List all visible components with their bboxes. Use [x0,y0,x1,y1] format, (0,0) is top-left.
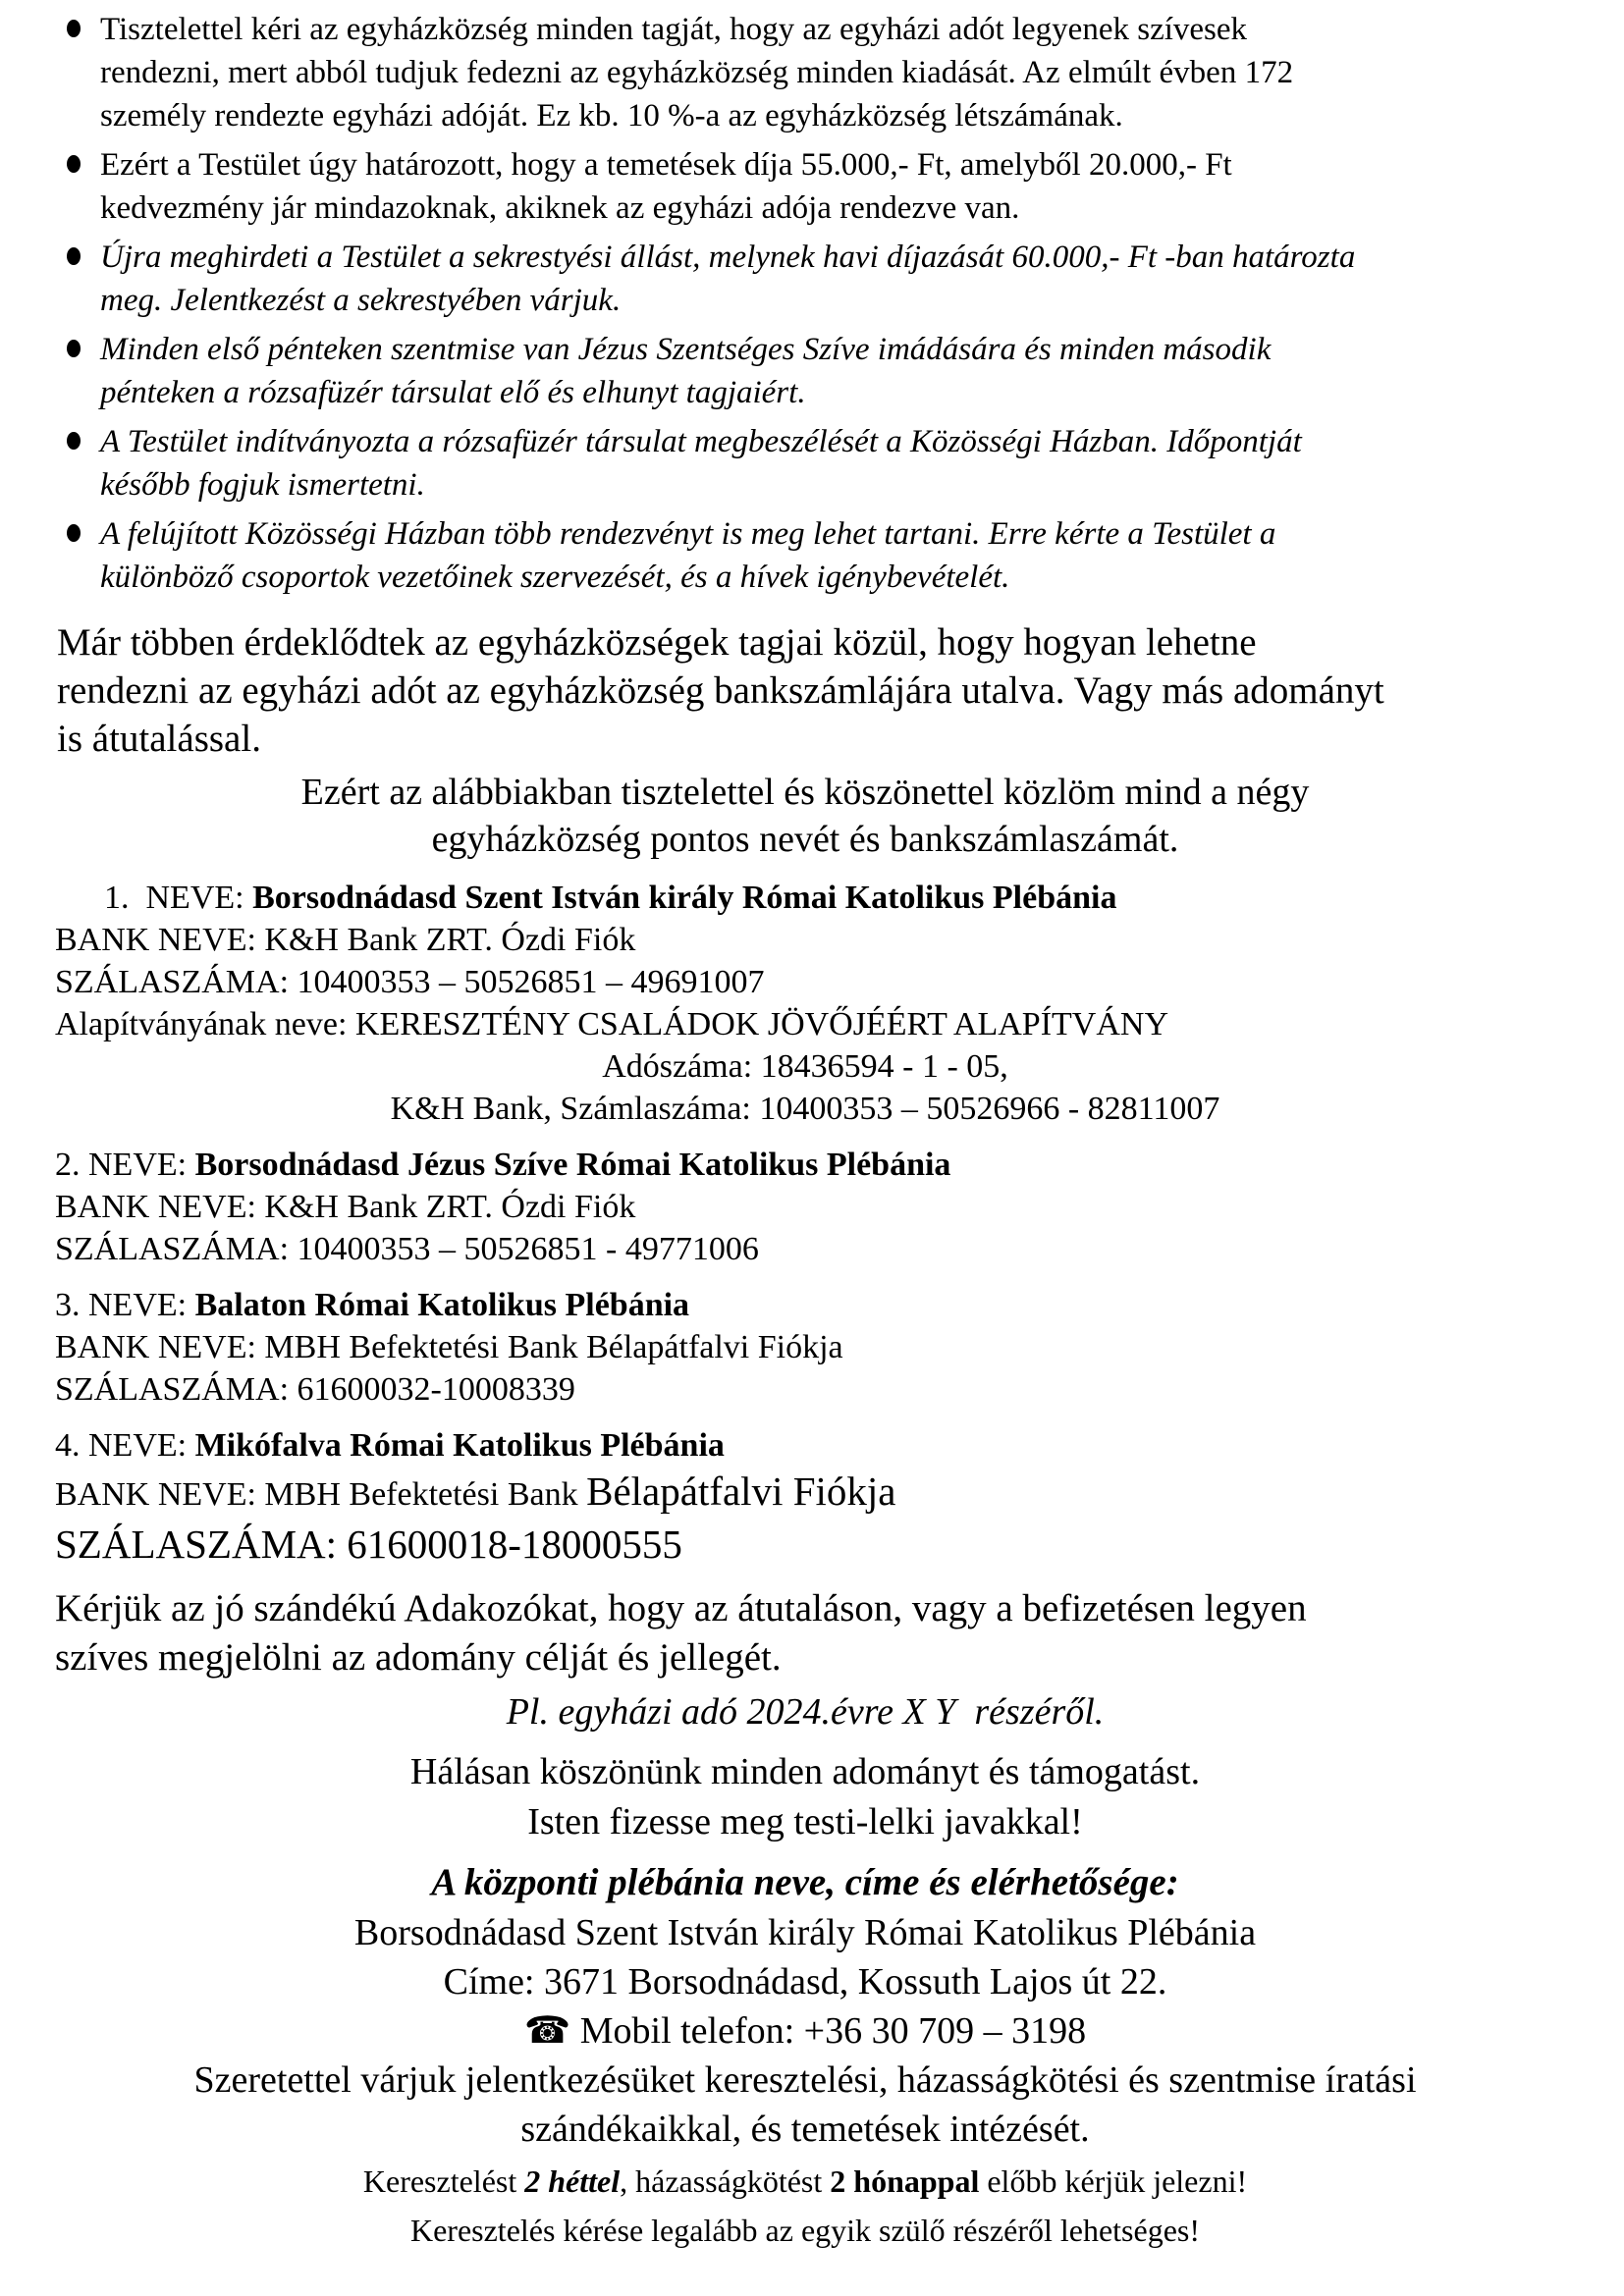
text-line: rendezni, mert abból tudjuk fedezni az egyházközség minden kiadását. Az elmúlt évben 172 [100,55,1294,90]
parish-name-line [55,877,1555,919]
announcement-item [65,236,1555,322]
parish-name: Mikófalva Római Katolikus Plébánia [194,1427,725,1464]
notice-months-emphasis: 2 hónappal [830,2163,980,2199]
intro-centered-statement [55,769,1555,863]
invitation-line: Szeretettel várjuk jelentkezésüket keresztelési, házasságkötési és szentmise íratási [193,2059,1417,2101]
text-line: Már többen érdeklődtek az egyházközségek tagjai közül, hogy hogyan lehetne [57,621,1257,664]
account-number-line: SZÁLASZÁMA: 10400353 – 50526851 - 49771006 [55,1231,759,1267]
parish-name-line [55,1424,1555,1467]
text-line: egyházközség pontos nevét és bankszámlaszámát. [431,819,1179,860]
bank-name-line [55,1467,1555,1520]
donation-example-line: Pl. egyházi adó 2024.évre X Y részéről. [506,1691,1105,1733]
baptism-notice-line [55,2160,1555,2203]
notice-text: előbb kérjük jelezni! [979,2163,1248,2199]
bullet-icon [67,524,81,542]
phone-icon: ☎ [523,2010,571,2052]
text-line: kedvezmény jár mindazoknak, akiknek az egyházi adója rendezve van. [100,190,1020,226]
phone-line [55,2006,1555,2056]
invitation-block [55,2056,1555,2154]
bank-name-line: BANK NEVE: MBH Befektetési Bank Bélapátfalvi Fiókja [55,1329,843,1365]
text-line: rendezni az egyházi adót az egyházközség bankszámlájára utalva. Vagy más adományt [57,669,1384,712]
invitation-line: szándékaikkal, és temetések intézését. [520,2109,1090,2150]
donation-paragraph [55,1584,1555,1682]
text-line: Újra meghirdeti a Testület a sekrestyési állást, melynek havi díjazását 60.000,- Ft -ban határozta [100,240,1356,275]
parish-number-label: 2. NEVE: [55,1147,188,1183]
announcements-list [55,8,1555,599]
parish-number-label: 3. NEVE: [55,1287,188,1323]
announcement-item [65,420,1555,507]
baptism-requirement-line: Keresztelés kérése legalább az egyik szülő részéről lehetséges! [409,2213,1201,2248]
bullet-icon [67,340,81,357]
account-number-line: SZÁLASZÁMA: 61600032-10008339 [55,1371,575,1408]
parish-name-line [55,1144,1555,1186]
text-line: Ezért az alábbiakban tisztelettel és köszönettel közlöm mind a négy [300,772,1310,813]
phone-text: Mobil telefon: +36 30 709 – 3198 [579,2010,1087,2052]
text-line: pénteken a rózsafüzér társulat elő és elhunyt tagjaiért. [100,375,806,410]
text-line: is átutalással. [57,718,261,760]
parish-entry-1 [55,877,1555,1130]
foundation-account-line: K&H Bank, Számlaszáma: 10400353 – 50526966 - 82811007 [390,1091,1220,1127]
notice-text: , házasságkötést [620,2163,831,2199]
bullet-icon [67,20,81,37]
text-line: Kérjük az jó szándékú Adakozókat, hogy az átutaláson, vagy a befizetésen legyen [55,1587,1307,1629]
foundation-name-line: Alapítványának neve: KERESZTÉNY CSALÁDOK JÖVŐJÉÉRT ALAPÍTVÁNY [55,1006,1169,1042]
announcement-item [65,512,1555,599]
contact-address: Címe: 3671 Borsodnádasd, Kossuth Lajos út 22. [443,1961,1167,2002]
bank-branch-name: Bélapátfalvi Fiókja [586,1468,896,1514]
text-line: Minden első pénteken szentmise van Jézus Szentséges Szíve imádására és minden második [100,332,1272,367]
announcement-item [65,8,1555,137]
bullet-icon [67,155,81,173]
thanks-block [55,1747,1555,1847]
bank-name-line: BANK NEVE: K&H Bank ZRT. Ózdi Fiók [55,922,636,958]
text-line: meg. Jelentkezést a sekrestyében várjuk. [100,283,622,318]
notice-weeks-emphasis: 2 héttel [524,2163,621,2199]
parish-name: Borsodnádasd Jézus Szíve Római Katolikus Plébánia [194,1147,951,1183]
tax-number-line: Adószáma: 18436594 - 1 - 05, [602,1048,1008,1085]
text-line: A Testület indítványozta a rózsafüzér társulat megbeszélését a Közösségi Házban. Időpontját [100,424,1302,459]
parish-entry-3 [55,1284,1555,1411]
parish-number-label: 1. NEVE: [104,880,244,916]
contact-heading: A központi plébánia neve, címe és elérhetősége: [431,1861,1179,1903]
intro-paragraph [57,618,1555,763]
thanks-line: Hálásan köszönünk minden adományt és támogatást. [409,1751,1201,1792]
blessing-line: Isten fizesse meg testi-lelki javakkal! [527,1801,1083,1842]
parish-number-label: 4. NEVE: [55,1427,188,1464]
bullet-icon [67,432,81,450]
text-line: A felújított Közösségi Házban több rendezvényt is meg lehet tartani. Erre kérte a Testület a [100,516,1276,552]
text-line: Tisztelettel kéri az egyházközség minden tagját, hogy az egyházi adót legyenek szívesek [100,12,1248,47]
text-line: különböző csoportok vezetőinek szervezését, és a hívek igénybevételét. [100,560,1010,595]
parish-entry-4 [55,1424,1555,1569]
text-line: szíves megjelölni az adomány célját és jellegét. [55,1636,782,1679]
bank-name-prefix: BANK NEVE: MBH Befektetési Bank [55,1476,578,1513]
text-line: személy rendezte egyházi adóját. Ez kb. 10 %-a az egyházközség létszámának. [100,98,1123,133]
text-line: Ezért a Testület úgy határozott, hogy a temetések díja 55.000,- Ft, amelyből 20.000,- Ft [100,147,1232,183]
parish-name: Borsodnádasd Szent István király Római Katolikus Plébánia [252,880,1117,916]
announcement-item [65,143,1555,230]
announcement-item [65,328,1555,414]
parish-name-line [55,1284,1555,1326]
bank-name-line: BANK NEVE: K&H Bank ZRT. Ózdi Fiók [55,1189,636,1225]
text-line: később fogjuk ismertetni. [100,467,425,503]
notice-text: Keresztelést [362,2163,525,2199]
contact-parish-name: Borsodnádasd Szent István király Római Katolikus Plébánia [353,1912,1257,1953]
account-number-line: SZÁLASZÁMA: 10400353 – 50526851 – 49691007 [55,964,765,1000]
bullet-icon [67,247,81,265]
parish-name: Balaton Római Katolikus Plébánia [194,1287,690,1323]
account-number-line: SZÁLASZÁMA: 61600018-18000555 [55,1522,682,1567]
parish-entry-2 [55,1144,1555,1270]
